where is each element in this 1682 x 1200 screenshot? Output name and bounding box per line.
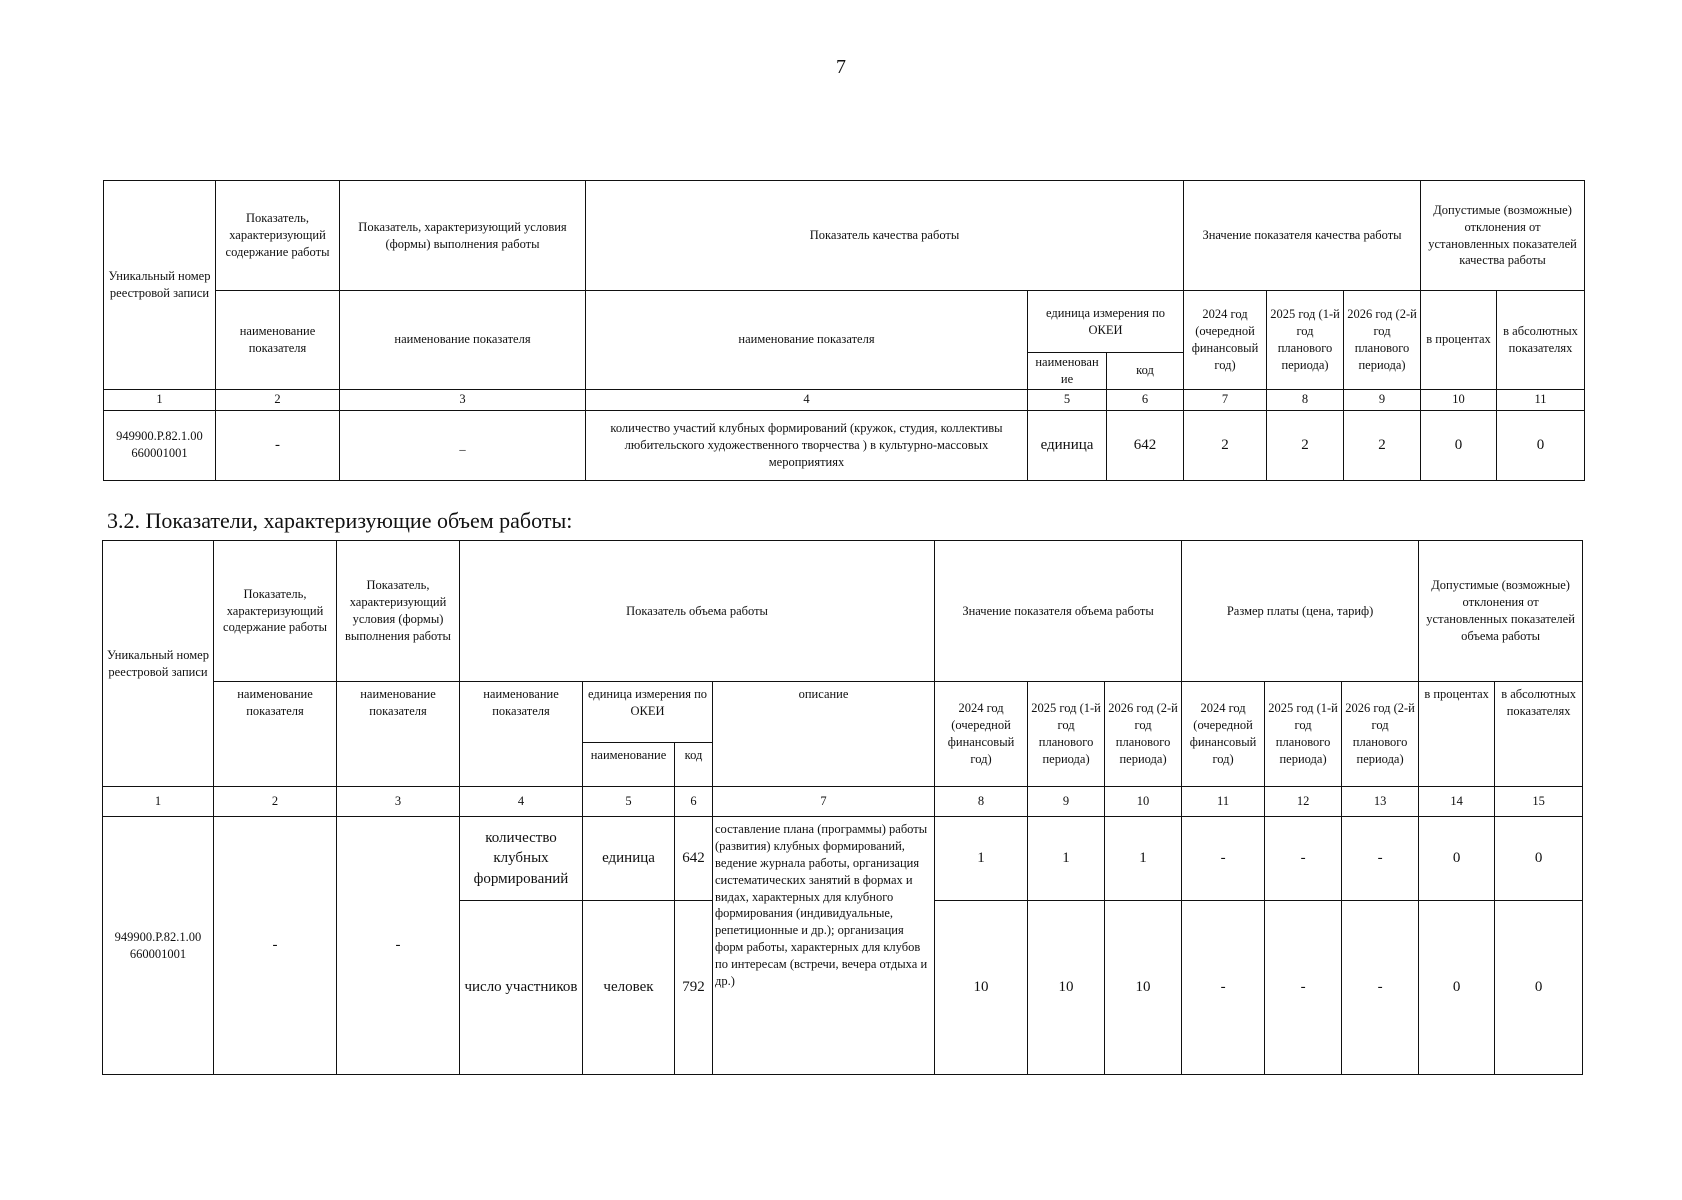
indicator-name: число участников xyxy=(460,901,583,1075)
column-number: 15 xyxy=(1495,787,1583,817)
column-number: 1 xyxy=(103,787,214,817)
quality-indicators-table xyxy=(103,180,1585,481)
column-number: 1 xyxy=(104,389,216,410)
column-number: 4 xyxy=(586,389,1028,410)
column-number: 13 xyxy=(1342,787,1419,817)
header-allowed-deviation: Допустимые (возможные) отклонения от установленных показателей объема работы xyxy=(1419,541,1583,682)
deviation-absolute: 0 xyxy=(1497,410,1585,480)
header-quality-value: Значение показателя качества работы xyxy=(1184,181,1421,291)
deviation-percent: 0 xyxy=(1419,901,1495,1075)
header-volume-value: Значение показателя объема работы xyxy=(935,541,1182,682)
value-2026: 2 xyxy=(1344,410,1421,480)
volume-indicators-table xyxy=(102,540,1583,1075)
deviation-absolute: 0 xyxy=(1495,901,1583,1075)
value-2026: 1 xyxy=(1105,817,1182,901)
header-fee-size: Размер платы (цена, тариф) xyxy=(1182,541,1419,682)
indicator-name: количество клубных формирований xyxy=(460,817,583,901)
subheader-absolute: в абсолютных показателях xyxy=(1495,682,1583,787)
conditions-value: _ xyxy=(340,410,586,480)
page-number: 7 xyxy=(836,56,846,78)
fee-2026: - xyxy=(1342,817,1419,901)
header-content-indicator: Показатель, характеризующий содержание работы xyxy=(214,541,337,682)
subheader-okei-unit: единица измерения по ОКЕИ xyxy=(1028,291,1184,353)
subheader-fee-2026: 2026 год (2-й год планового периода) xyxy=(1342,682,1419,787)
fee-2026: - xyxy=(1342,901,1419,1075)
table-row xyxy=(104,410,1585,480)
header-conditions-indicator: Показатель, характеризующий условия (формы) выполнения работы xyxy=(340,181,586,291)
column-number: 6 xyxy=(675,787,713,817)
column-number: 10 xyxy=(1421,389,1497,410)
value-2024: 10 xyxy=(935,901,1028,1075)
subheader-content-name: наименование показателя xyxy=(216,291,340,390)
column-number: 9 xyxy=(1344,389,1421,410)
value-2026: 10 xyxy=(1105,901,1182,1075)
indicator-name: количество участий клубных формирований (кружок, студия, коллективы любительского художественного творчества ) в культурно-массовых мероприятиях xyxy=(586,410,1028,480)
unit-name: человек xyxy=(583,901,675,1075)
column-number: 3 xyxy=(337,787,460,817)
registry-number: 949900.Р.82.1.00 660001001 xyxy=(103,817,214,1075)
content-value: - xyxy=(216,410,340,480)
header-quality-indicator: Показатель качества работы xyxy=(586,181,1184,291)
header-content-indicator: Показатель, характеризующий содержание работы xyxy=(216,181,340,291)
subheader-content-name: наименование показателя xyxy=(214,682,337,787)
value-2025: 10 xyxy=(1028,901,1105,1075)
header-allowed-deviation: Допустимые (возможные) отклонения от установленных показателей качества работы xyxy=(1421,181,1585,291)
subheader-conditions-name: наименование показателя xyxy=(337,682,460,787)
deviation-percent: 0 xyxy=(1419,817,1495,901)
subheader-description: описание xyxy=(713,682,935,787)
column-number: 9 xyxy=(1028,787,1105,817)
subheader-year-2025: 2025 год (1-й год планового периода) xyxy=(1267,291,1344,390)
subheader-conditions-name: наименование показателя xyxy=(340,291,586,390)
unit-name: единица xyxy=(1028,410,1107,480)
column-number: 3 xyxy=(340,389,586,410)
column-number: 11 xyxy=(1497,389,1585,410)
subheader-fee-2025: 2025 год (1-й год планового периода) xyxy=(1265,682,1342,787)
value-2024: 2 xyxy=(1184,410,1267,480)
subheader-value-2026: 2026 год (2-й год планового периода) xyxy=(1105,682,1182,787)
value-2024: 1 xyxy=(935,817,1028,901)
unit-code: 792 xyxy=(675,901,713,1075)
value-2025: 1 xyxy=(1028,817,1105,901)
content-value: - xyxy=(214,817,337,1075)
column-number: 4 xyxy=(460,787,583,817)
subheader-absolute: в абсолютных показателях xyxy=(1497,291,1585,390)
unit-name: единица xyxy=(583,817,675,901)
subheader-quality-name: наименование показателя xyxy=(586,291,1028,390)
table-row xyxy=(103,817,1583,901)
subheader-unit-code: код xyxy=(675,743,713,787)
registry-number: 949900.Р.82.1.00 660001001 xyxy=(104,410,216,480)
column-number: 5 xyxy=(1028,389,1107,410)
column-number: 2 xyxy=(216,389,340,410)
unit-code: 642 xyxy=(675,817,713,901)
header-conditions-indicator: Показатель, характеризующий условия (формы) выполнения работы xyxy=(337,541,460,682)
header-volume-indicator: Показатель объема работы xyxy=(460,541,935,682)
subheader-okei-unit: единица измерения по ОКЕИ xyxy=(583,682,713,743)
header-registry-number: Уникальный номер реестровой записи xyxy=(103,541,214,787)
column-number: 10 xyxy=(1105,787,1182,817)
conditions-value: - xyxy=(337,817,460,1075)
work-description: составление плана (программы) работы (развития) клубных формирований, ведение журнала работы, организация систематических занятий в формах и видах, характерных для клубного формирования (индивидуальные, репетиционные и др.); организация форм работы, характерных для клубов по интересам (встречи, вечера отдыха и др.) xyxy=(713,817,935,1075)
fee-2025: - xyxy=(1265,817,1342,901)
subheader-volume-name: наименование показателя xyxy=(460,682,583,787)
column-number: 8 xyxy=(935,787,1028,817)
column-number-row xyxy=(103,787,1583,817)
subheader-percent: в процентах xyxy=(1419,682,1495,787)
subheader-year-2024: 2024 год (очередной финансовый год) xyxy=(1184,291,1267,390)
unit-code: 642 xyxy=(1107,410,1184,480)
column-number: 12 xyxy=(1265,787,1342,817)
header-registry-number: Уникальный номер реестровой записи xyxy=(104,181,216,390)
deviation-percent: 0 xyxy=(1421,410,1497,480)
column-number-row xyxy=(104,389,1585,410)
subheader-unit-name: наименован ие xyxy=(1028,353,1107,390)
column-number: 7 xyxy=(713,787,935,817)
column-number: 6 xyxy=(1107,389,1184,410)
column-number: 2 xyxy=(214,787,337,817)
column-number: 7 xyxy=(1184,389,1267,410)
deviation-absolute: 0 xyxy=(1495,817,1583,901)
fee-2024: - xyxy=(1182,817,1265,901)
subheader-percent: в процентах xyxy=(1421,291,1497,390)
fee-2024: - xyxy=(1182,901,1265,1075)
subheader-year-2026: 2026 год (2-й год планового периода) xyxy=(1344,291,1421,390)
subheader-value-2024: 2024 год (очередной финансовый год) xyxy=(935,682,1028,787)
subheader-unit-code: код xyxy=(1107,353,1184,390)
value-2025: 2 xyxy=(1267,410,1344,480)
subheader-unit-name: наименование xyxy=(583,743,675,787)
subheader-value-2025: 2025 год (1-й год планового периода) xyxy=(1028,682,1105,787)
fee-2025: - xyxy=(1265,901,1342,1075)
column-number: 14 xyxy=(1419,787,1495,817)
column-number: 5 xyxy=(583,787,675,817)
column-number: 11 xyxy=(1182,787,1265,817)
column-number: 8 xyxy=(1267,389,1344,410)
subheader-fee-2024: 2024 год (очередной финансовый год) xyxy=(1182,682,1265,787)
section-heading: 3.2. Показатели, характеризующие объем работы: xyxy=(107,508,573,533)
